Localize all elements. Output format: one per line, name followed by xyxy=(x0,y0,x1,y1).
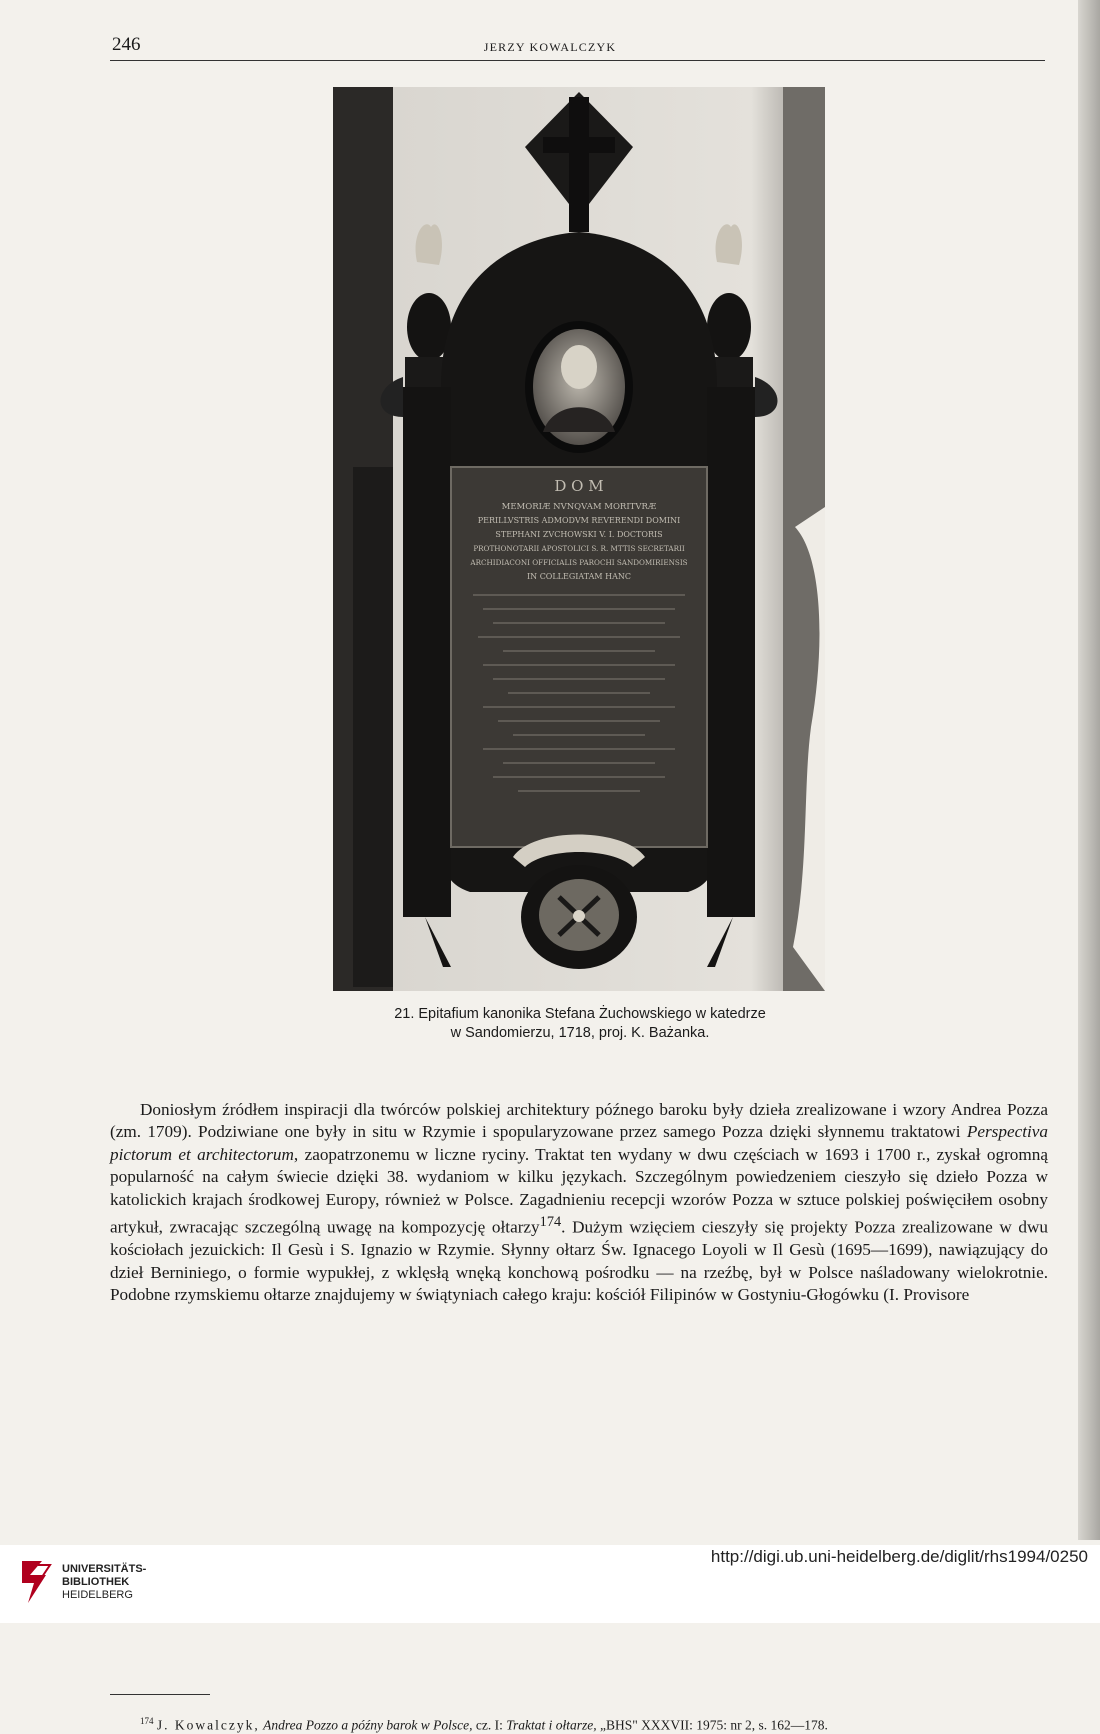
treatise-title: Perspectiva pictorum et architectorum xyxy=(110,1122,1048,1164)
footnote-rule xyxy=(110,1694,210,1695)
body-text-segment: . Dużym wzięciem cieszyły się projekty Pozza zrealizowane w dwu kościołach jezuickich: Il Gesù i S. Ignazio w Rzymie. Słynny ołtarz Św. Ignacego Loyoli w Il Gesù (1695—1699), nawiązujący do dzieł Berniniego, o formie wypukłej, z wklęsłą wnęką konchową pośrodku — na rzeźbę, był w Polsce naśladowany wielokrotnie. Podobne rzymskiemu ołtarze znajdujemy w świątyniach całego kraju: kościół Filipinów w Gostyniu-Głogówku (I. Provisore xyxy=(110,1217,1048,1304)
footnote-reference: 174 xyxy=(539,1214,562,1231)
library-name-line: BIBLIOTHEK xyxy=(62,1576,130,1588)
footnote-author: J. Kowalczyk, xyxy=(156,1717,260,1733)
library-logo-icon xyxy=(18,1557,52,1607)
plaque-line: MEMORIÆ NVNQVAM MORITVRÆ xyxy=(501,502,657,512)
library-name-line: UNIVERSITÄTS- xyxy=(62,1563,147,1575)
plaque-line: PERILLVSTRIS ADMODVM REVERENDI DOMINI xyxy=(477,516,681,525)
plaque-line: STEPHANI ZVCHOWSKI V. I. DOCTORIS xyxy=(495,530,663,539)
library-name xyxy=(62,1563,146,1602)
caption-line: w Sandomierzu, 1718, proj. K. Bażanka. xyxy=(450,1025,710,1041)
plaque-line: PROTHONOTARII APOSTOLICI S. R. MTTIS SECRETARII xyxy=(473,544,685,553)
footnote xyxy=(140,1716,1040,1734)
header-rule xyxy=(110,60,1045,61)
footnote-subtitle: Traktat i ołtarze, xyxy=(506,1717,597,1733)
figure-caption xyxy=(0,1005,1100,1043)
footnote-title: Andrea Pozzo a późny barok w Polsce, xyxy=(263,1717,473,1733)
body-text-segment: Doniosłym źródłem inspiracji dla twórców polskiej architektury późnego baroku były dzieła zrealizowane i wzory Andrea Pozza (zm. 1709). Podziwiane one były in situ w Rzymie i spopularyzowane przez samego Pozza dzięki słynnemu traktatowi xyxy=(110,1100,1048,1142)
footnote-part: cz. I: xyxy=(472,1717,507,1733)
caption-line: 21. Epitafium kanonika Stefana Żuchowskiego w katedrze xyxy=(394,1006,766,1022)
body-text-segment: , zaopatrzonemu w liczne ryciny. Traktat ten wydany w dwu częściach w 1693 i 1700 r., zyskał ogromną popularność na całym świecie dzięki 38. wydaniom w kilku językach. Szczególnym powiedzeniem cieszyło się dzieło Pozza w katolickich krajach środkowej Europy, również w Polsce. Zagadnieniu recepcji wzorów Pozza w sztuce polskiej poświęciłem osobny artykuł, zwracając szczególną uwagę na kompozycję ołtarzy xyxy=(110,1144,1048,1237)
page-number: 246 xyxy=(112,34,141,55)
body-paragraph xyxy=(110,1099,1048,1306)
plaque-line: IN COLLEGIATAM HANC xyxy=(526,572,632,581)
digitization-footer xyxy=(0,1545,1100,1623)
running-title: JERZY KOWALCZYK xyxy=(483,40,617,54)
page-edge-shadow xyxy=(1078,0,1100,1540)
epitaph-illustration xyxy=(333,87,825,991)
library-name-line: HEIDELBERG xyxy=(62,1589,133,1601)
source-url-link[interactable]: http://digi.ub.uni-heidelberg.de/diglit/rhs1994/0250 xyxy=(710,1547,1088,1566)
epitaph-photograph xyxy=(333,87,825,991)
footnote-citation: „BHS" XXXVII: 1975: nr 2, s. 162—178. xyxy=(596,1717,828,1733)
footnote-number: 174 xyxy=(140,1716,154,1726)
plaque-line: D O M xyxy=(554,477,604,495)
plaque-line: ARCHIDIACONI OFFICIALIS PAROCHI SANDOMIRIENSIS xyxy=(470,558,688,567)
